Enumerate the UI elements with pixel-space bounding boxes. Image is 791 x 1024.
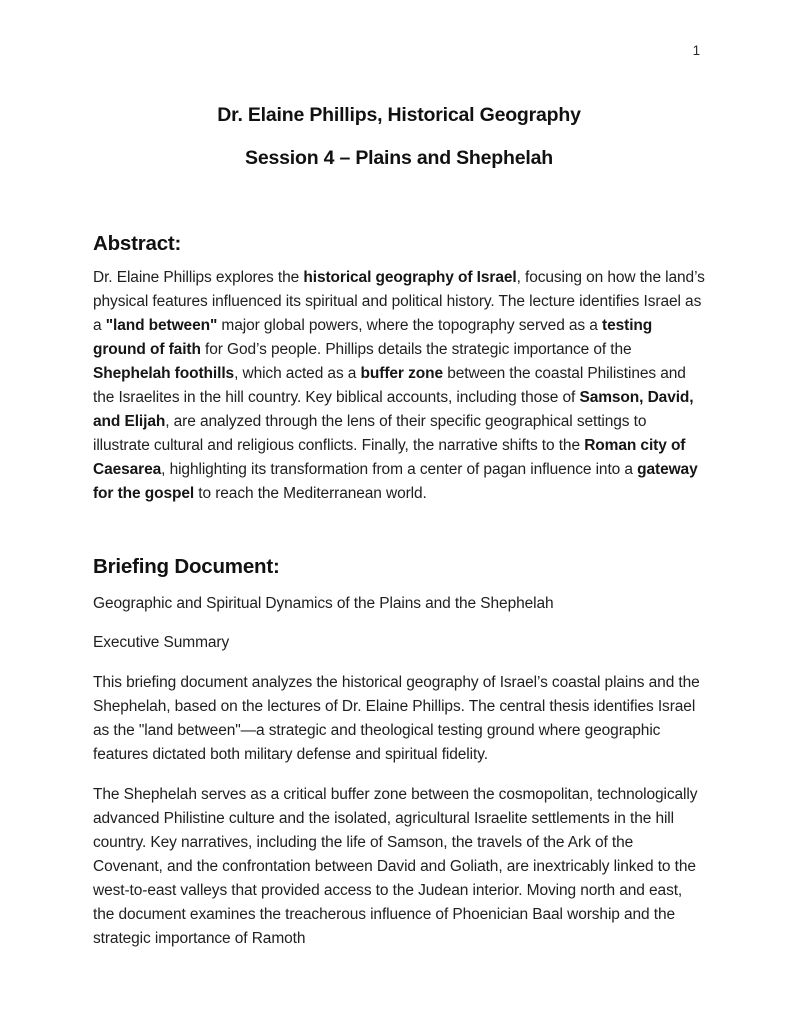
page-number: 1 (692, 43, 700, 58)
briefing-paragraph-1: This briefing document analyzes the historical geography of Israel’s coastal plains and the Shephelah, based on the lectures of Dr. Elaine Phillips. The central thesis identifies Israel as the "land between"—a strategic and theological testing ground where geographic features dictated both military defense and spiritual fidelity. (93, 674, 700, 763)
abstract-heading: Abstract: (93, 232, 182, 255)
title-line-2: Session 4 – Plains and Shephelah (245, 147, 553, 169)
briefing-subtitle: Geographic and Spiritual Dynamics of the Plains and the Shephelah (93, 595, 554, 612)
briefing-paragraph-2: The Shephelah serves as a critical buffer zone between the cosmopolitan, technologically advanced Philistine culture and the isolated, agricultural Israelite settlements in the hill country. Key narratives, including the life of Samson, the travels of the Ark of the Covenant, and the confrontation between David and Goliath, are inextricably linked to the west-to-east valleys that provided access to the Judean interior. Moving north and east, the document examines the treacherous influence of Phoenician Baal worship and the strategic importance of Ramoth (93, 786, 698, 947)
briefing-heading: Briefing Document: (93, 555, 280, 578)
abstract-paragraph: Dr. Elaine Phillips explores the historical geography of Israel, focusing on how the land’s physical features influenced its spiritual and political history. The lecture identifies Israel as a "land between" major global powers, where the topography served as a testing ground of faith for God’s people. Phillips details the strategic importance of the Shephelah foothills, which acted as a buffer zone between the coastal Philistines and the Israelites in the hill country. Key biblical accounts, including those of Samson, David, and Elijah, are analyzed through the lens of their specific geographical settings to illustrate cultural and religious conflicts. Finally, the narrative shifts to the Roman city of Caesarea, highlighting its transformation from a center of pagan influence into a gateway for the gospel to reach the Mediterranean world. (93, 269, 705, 502)
title-line-1: Dr. Elaine Phillips, Historical Geography (217, 104, 581, 126)
document-title (93, 94, 705, 180)
briefing-section-label: Executive Summary (93, 634, 230, 651)
